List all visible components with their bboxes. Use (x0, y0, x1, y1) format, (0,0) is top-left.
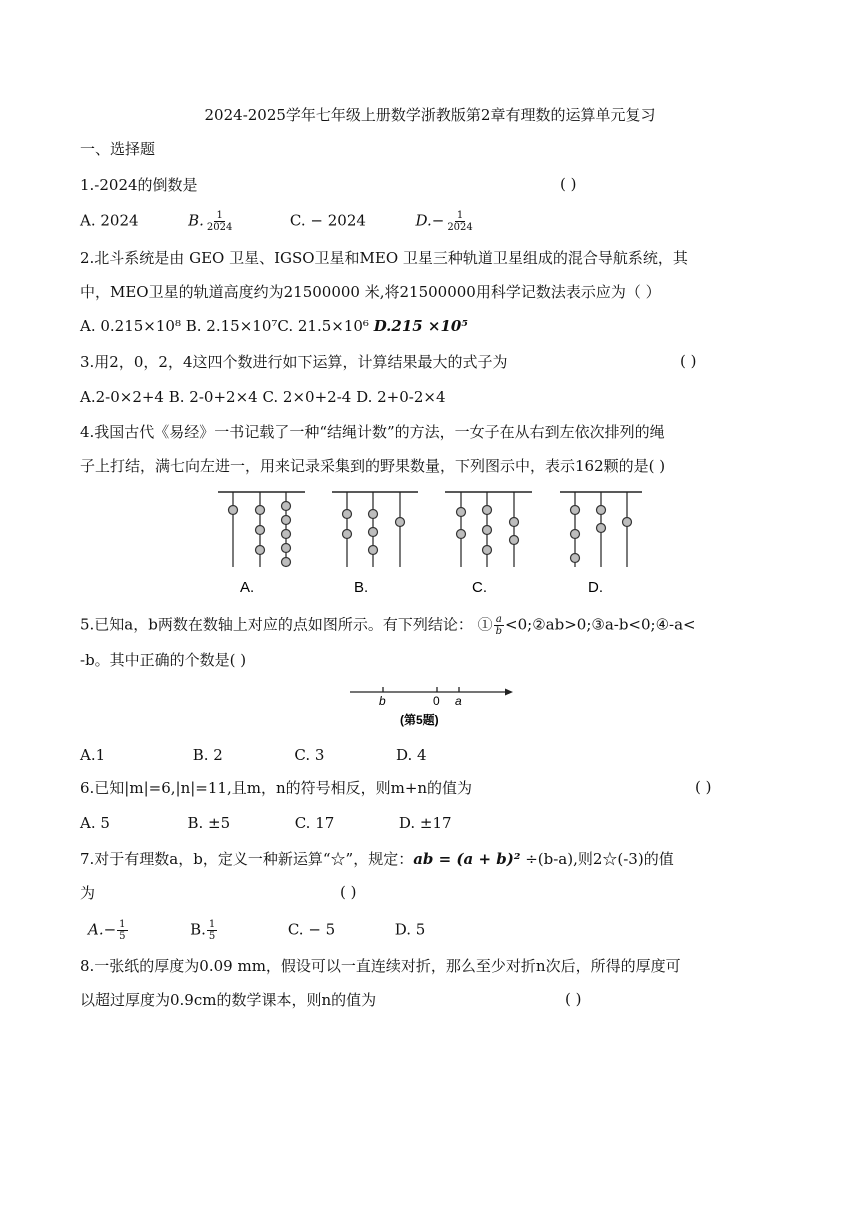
q5-option-a: A.1 (80, 746, 106, 764)
q2-options-abc: A. 0.215×10⁸ B. 2.15×10⁷C. 21.5×10⁶ (80, 317, 369, 335)
q7-option-b-label: B. (190, 920, 206, 939)
q1-option-d-fraction: $\frac{1}{2024}$ (447, 210, 473, 233)
q4-line1: 4.我国古代《易经》一书记载了一种“结绳计数”的方法，一女子在从右到左依次排列的绳 (80, 423, 665, 441)
q7-line1 (80, 849, 674, 869)
q7-formula: ab = (a + b)² (413, 850, 521, 868)
q6-option-d: D. ±17 (398, 814, 452, 832)
figure-label-b: B. (354, 579, 369, 596)
q8-answer-paren: ( ) (565, 990, 582, 1008)
q5-option-b: B. 2 (192, 746, 223, 764)
figure-label-d: D. (588, 579, 603, 596)
axis-label-a: a (455, 694, 462, 708)
q5-option-c: C. 3 (294, 746, 325, 764)
q5-option-d: D. 4 (395, 746, 427, 764)
q2-options (80, 316, 468, 336)
q1-option-b-fraction: $\frac{1}{2024}$ (206, 210, 233, 233)
q7-options (88, 919, 425, 942)
q6-option-a: A. 5 (80, 814, 110, 832)
q7-option-a-label: A.− (88, 920, 117, 939)
q7-option-a-fraction: $\frac{1}{5}$ (119, 919, 126, 942)
q1-option-c: C. − 2024 (289, 211, 366, 230)
q7-answer-paren: ( ) (340, 883, 357, 901)
q8-line1: 8.一张纸的厚度为0.09 mm，假设可以一直连续对折，那么至少对折n次后，所得的厚度可 (80, 957, 681, 975)
q1-option-b-label: B. (188, 211, 204, 230)
q6-option-c: C. 17 (294, 814, 335, 832)
figure-label-a: A. (240, 579, 255, 596)
q1-option-d-label: D.− (415, 211, 445, 230)
q2-option-d: D.215 ×10⁵ (373, 317, 468, 335)
q7-line2: 为 (80, 884, 96, 902)
q5-line2: -b。其中正确的个数是( ) (80, 651, 247, 669)
figure-caption: (第5题) (400, 713, 439, 727)
q5-line1 (80, 614, 696, 637)
figure-d (560, 492, 642, 567)
q2-line2: 中，MEO卫星的轨道高度约为21500000 米,将21500000用科学记数法表示应为（ ） (80, 283, 661, 301)
knot-counting-figure (210, 482, 660, 597)
q7-line1-post: ÷(b-a),则2☆(-3)的值 (520, 850, 674, 868)
q7-option-b-fraction: $\frac{1}{5}$ (208, 919, 216, 942)
figure-label-c: C. (472, 579, 487, 596)
q2-line1: 2.北斗系统是由 GEO 卫星、IGSO卫星和MEO 卫星三种轨道卫星组成的混合导航系统，其 (80, 249, 688, 267)
q1-stem: 1.-2024的倒数是 (80, 176, 198, 194)
q6-options (80, 813, 452, 833)
q1-options (80, 210, 476, 233)
axis-label-0: 0 (433, 694, 440, 708)
q6-stem: 6.已知|m|=6,|n|=11,且m，n的符号相反，则m+n的值为 (80, 779, 473, 797)
q3-answer-paren: ( ) (680, 352, 697, 370)
q7-line1-pre: 7.对于有理数a，b，定义一种新运算“☆”，规定： (80, 850, 414, 868)
q7-option-d: D. 5 (394, 920, 426, 939)
q8-line2: 以超过厚度为0.9cm的数学课本，则n的值为 (80, 991, 377, 1009)
q6-option-b: B. ±5 (187, 814, 231, 832)
q1-option-a: A. 2024 (80, 211, 139, 230)
q5-line1-pre: 5.已知a，b两数在数轴上对应的点如图所示。有下列结论： ① (80, 615, 493, 634)
q7-option-c: C. − 5 (287, 920, 336, 939)
axis-label-b: b (379, 694, 386, 708)
figure-c (445, 492, 532, 567)
q5-fraction: $\frac{a}{b}$ (495, 614, 503, 637)
q5-line1-post: <0;②ab>0;③a-b<0;④-a< (505, 615, 696, 634)
q1-answer-paren: ( ) (560, 175, 577, 193)
section-heading: 一、选择题 (80, 140, 156, 158)
q3-options: A.2-0×2+4 B. 2-0+2×4 C. 2×0+2-4 D. 2+0-2×4 (80, 388, 446, 406)
figure-a (218, 492, 305, 567)
figure-b (332, 492, 418, 567)
page-title: 2024-2025学年七年级上册数学浙教版第2章有理数的运算单元复习 (204, 106, 656, 124)
number-line-figure (345, 680, 520, 730)
q6-answer-paren: ( ) (695, 778, 712, 796)
q3-stem: 3.用2，0，2，4这四个数进行如下运算，计算结果最大的式子为 (80, 353, 508, 371)
q4-line2: 子上打结，满七向左进一，用来记录采集到的野果数量，下列图示中，表示162颗的是( ) (80, 457, 666, 475)
q5-options (80, 745, 427, 765)
